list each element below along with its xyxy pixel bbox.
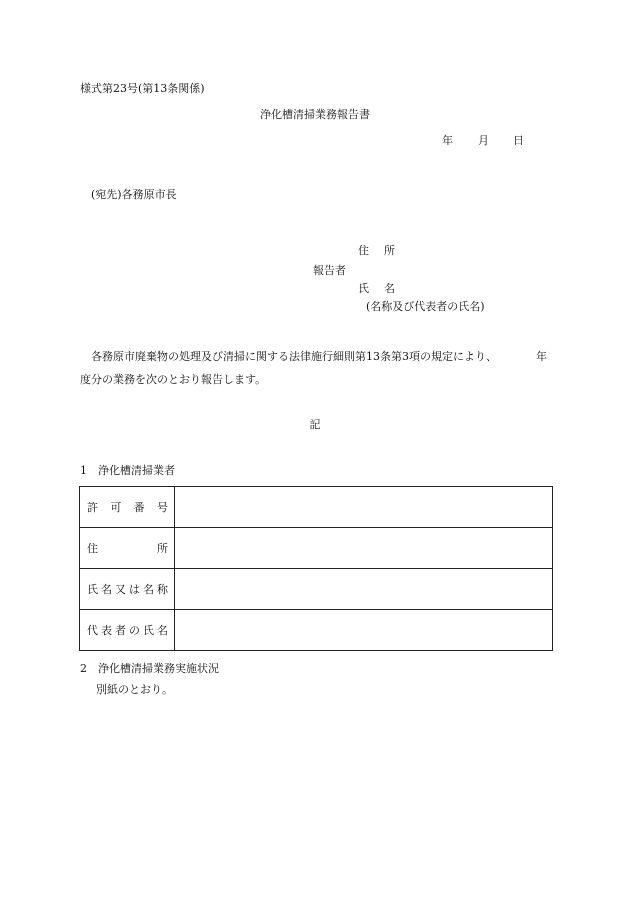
ki-heading: 記 (309, 418, 321, 431)
date-day-label: 日 (513, 134, 524, 147)
table-label-char: 許 (87, 501, 98, 514)
table-row (80, 487, 553, 528)
table-value-cell (175, 610, 553, 651)
table-row (80, 569, 553, 610)
body-text-line-1: 各務原市廃棄物の処理及び清掃に関する法律施行細則第13条第3項の規定により、 (91, 350, 497, 363)
table-label-char: 又 (115, 583, 126, 596)
table-label (80, 581, 174, 597)
form-number-label: 様式第23号(第13条関係) (80, 82, 205, 95)
table-label-char: 者 (115, 624, 126, 637)
table-label-char: 表 (101, 624, 112, 637)
table-label-char: 名 (101, 583, 112, 596)
table-label-char: 住 (87, 542, 98, 555)
table-label (80, 499, 174, 515)
table-label-char: 番 (133, 501, 145, 514)
section-2-body: 別紙のとおり。 (96, 683, 173, 696)
date-year-label: 年 (442, 134, 453, 147)
table-label-char: 氏 (87, 583, 98, 596)
reporter-heading: 報告者 (313, 264, 346, 277)
table-label (80, 540, 174, 556)
table-label-cell (80, 528, 175, 569)
contractor-info-table (79, 486, 553, 651)
body-text-line-2: 度分の業務を次のとおり報告します。 (80, 373, 267, 386)
table-label-char: 所 (157, 542, 168, 555)
reporter-address-label: 住 所 (358, 244, 397, 257)
table-label-char: 可 (110, 501, 122, 514)
table-label-cell (80, 569, 175, 610)
table-label-char: 称 (157, 583, 168, 596)
body-year-char: 年 (536, 350, 547, 363)
table-value-cell (175, 569, 553, 610)
table-label-char: 号 (156, 501, 168, 514)
table-row (80, 528, 553, 569)
table-label-char: 名 (143, 583, 154, 596)
table-value-cell (175, 487, 553, 528)
section-1-heading: 1 浄化槽清掃業者 (80, 464, 175, 477)
section-2-heading: 2 浄化槽清掃業務実施状況 (80, 662, 219, 675)
table-label-char: 氏 (143, 624, 154, 637)
addressee: (宛先)各務原市長 (91, 188, 177, 201)
table-label-char: の (129, 624, 140, 637)
table-label (80, 622, 174, 638)
table-value-cell (175, 528, 553, 569)
table-label-cell (80, 610, 175, 651)
date-month-label: 月 (478, 134, 489, 147)
table-row (80, 610, 553, 651)
document-title: 浄化槽清掃業務報告書 (260, 108, 370, 121)
table-label-char: 名 (157, 624, 168, 637)
table-label-cell (80, 487, 175, 528)
reporter-name-label: 氏 名 (358, 282, 397, 295)
reporter-name-note: (名称及び代表者の氏名) (366, 300, 485, 313)
table-label-char: 代 (87, 624, 98, 637)
table-label-char: は (129, 583, 140, 596)
